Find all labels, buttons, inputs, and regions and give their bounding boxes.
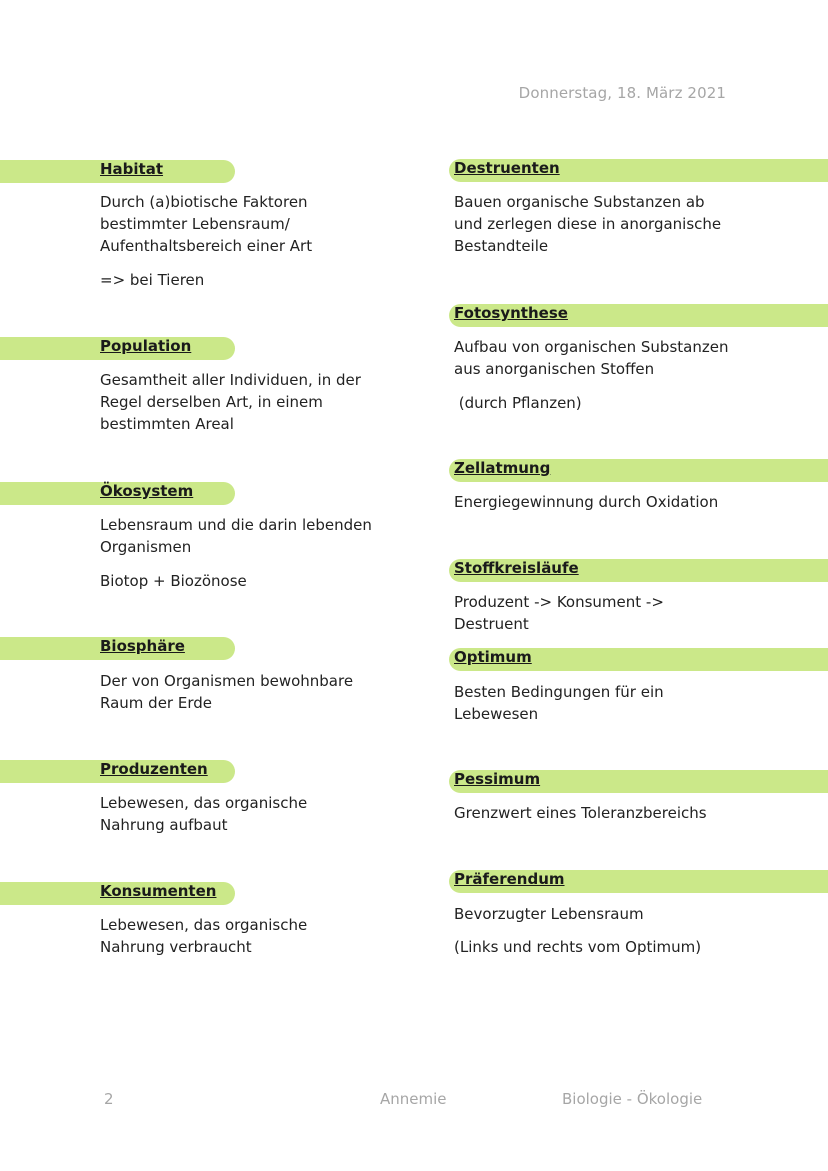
term-title: Produzenten (100, 760, 208, 778)
page-number: 2 (104, 1090, 114, 1108)
term-definition: Der von Organismen bewohnbare Raum der Erde (100, 672, 354, 712)
term-definition: Grenzwert eines Toleranzbereichs (454, 804, 707, 822)
term-definition: Produzent -> Konsument -> Destruent (454, 593, 664, 633)
term-note: Biotop + Biozönose (100, 572, 247, 590)
term-note: (Links und rechts vom Optimum) (454, 938, 702, 956)
term-definition: Durch (a)biotische Faktoren bestimmter Lebensraum/ Aufenthaltsbereich einer Art (100, 193, 313, 255)
term-title: Optimum (454, 648, 532, 666)
term-definition: Energiegewinnung durch Oxidation (454, 493, 719, 511)
term-definition: Lebewesen, das organische Nahrung verbraucht (100, 916, 308, 956)
term-definition: Lebewesen, das organische Nahrung aufbaut (100, 794, 308, 834)
page-date: Donnerstag, 18. März 2021 (518, 84, 726, 102)
term-title: Habitat (100, 160, 164, 178)
term-title: Zellatmung (454, 459, 551, 477)
term-definition: Gesamtheit aller Individuen, in der Regel derselben Art, in einem bestimmten Areal (100, 371, 361, 433)
term-note: (durch Pflanzen) (454, 394, 582, 412)
term-definition: Bevorzugter Lebensraum (454, 905, 644, 923)
term-definition: Aufbau von organischen Substanzen aus anorganischen Stoffen (454, 338, 729, 378)
footer-author: Annemie (380, 1090, 447, 1108)
term-title: Population (100, 337, 192, 355)
term-title: Biosphäre (100, 637, 185, 655)
term-title: Stoffkreisläufe (454, 559, 579, 577)
term-definition: Bauen organische Substanzen ab und zerlegen diese in anorganische Bestandteile (454, 193, 722, 255)
term-definition: Besten Bedingungen für ein Lebewesen (454, 683, 664, 723)
term-title: Konsumenten (100, 882, 217, 900)
term-title: Präferendum (454, 870, 565, 888)
term-title: Pessimum (454, 770, 541, 788)
term-title: Ökosystem (100, 482, 194, 500)
term-title: Destruenten (454, 159, 560, 177)
term-note: => bei Tieren (100, 271, 205, 289)
term-definition: Lebensraum und die darin lebenden Organismen (100, 516, 372, 556)
term-title: Fotosynthese (454, 304, 568, 322)
footer-subject: Biologie - Ökologie (562, 1090, 703, 1108)
